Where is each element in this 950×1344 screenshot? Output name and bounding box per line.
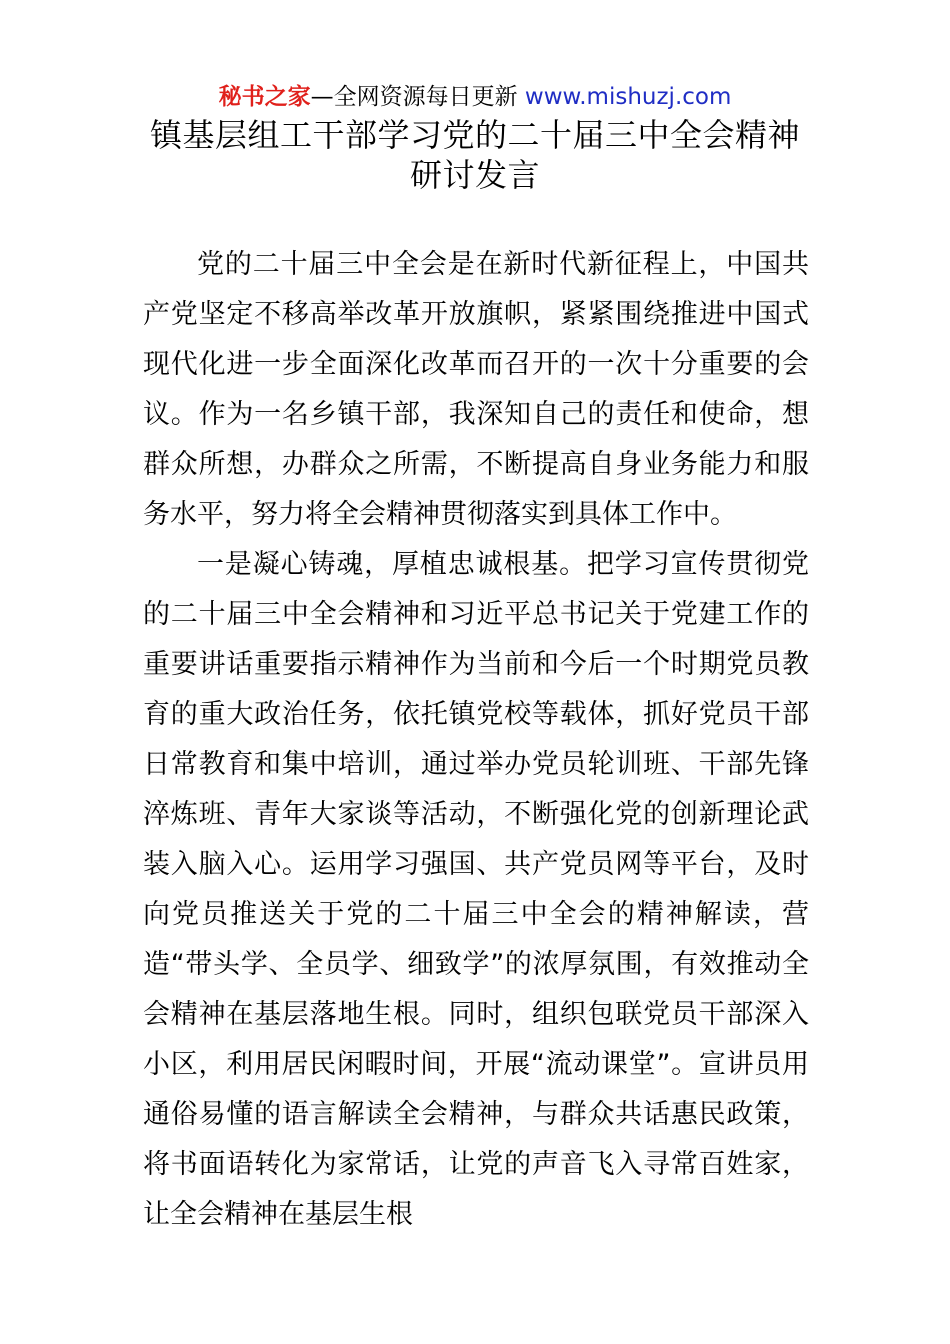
document-body xyxy=(143,240,809,1240)
site-header xyxy=(0,80,950,114)
title-line-2: 研讨发言 xyxy=(409,156,540,194)
title-line-1: 镇基层组工干部学习党的二十届三中全会精神 xyxy=(149,116,800,154)
paragraph-point-one: 一是凝心铸魂，厚植忠诚根基。把学习宣传贯彻党的二十届三中全会精神和习近平总书记关于党建工作的重要讲话重要指示精神作为当前和今后一个时期党员教育的重大政治任务，依托镇党校等载体，抓好党员干部日常教育和集中培训，通过举办党员轮训班、干部先锋淬炼班、青年大家谈等活动，不断强化党的创新理论武装入脑入心。运用学习强国、共产党员网等平台，及时向党员推送关于党的二十届三中全会的精神解读，营造“带头学、全员学、细致学”的浓厚氛围，有效推动全会精神在基层落地生根。同时，组织包联党员干部深入小区，利用居民闲暇时间，开展“流动课堂”。宣讲员用通俗易懂的语言解读全会精神，与群众共话惠民政策，将书面语转化为家常话，让党的声音飞入寻常百姓家，让全会精神在基层生根 xyxy=(143,549,809,1230)
document-title xyxy=(100,115,850,195)
header-tagline: —全网资源每日更新 xyxy=(310,84,518,110)
site-url-link[interactable]: www.mishuzj.com xyxy=(524,84,732,110)
paragraph-intro: 党的二十届三中全会是在新时代新征程上，中国共产党坚定不移高举改革开放旗帜，紧紧围绕推进中国式现代化进一步全面深化改革而召开的一次十分重要的会议。作为一名乡镇干部，我深知自己的责任和使命，想群众所想，办群众之所需，不断提高自身业务能力和服务水平，努力将全会精神贯彻落实到具体工作中。 xyxy=(143,249,809,530)
brand-name: 秘书之家 xyxy=(218,84,311,110)
